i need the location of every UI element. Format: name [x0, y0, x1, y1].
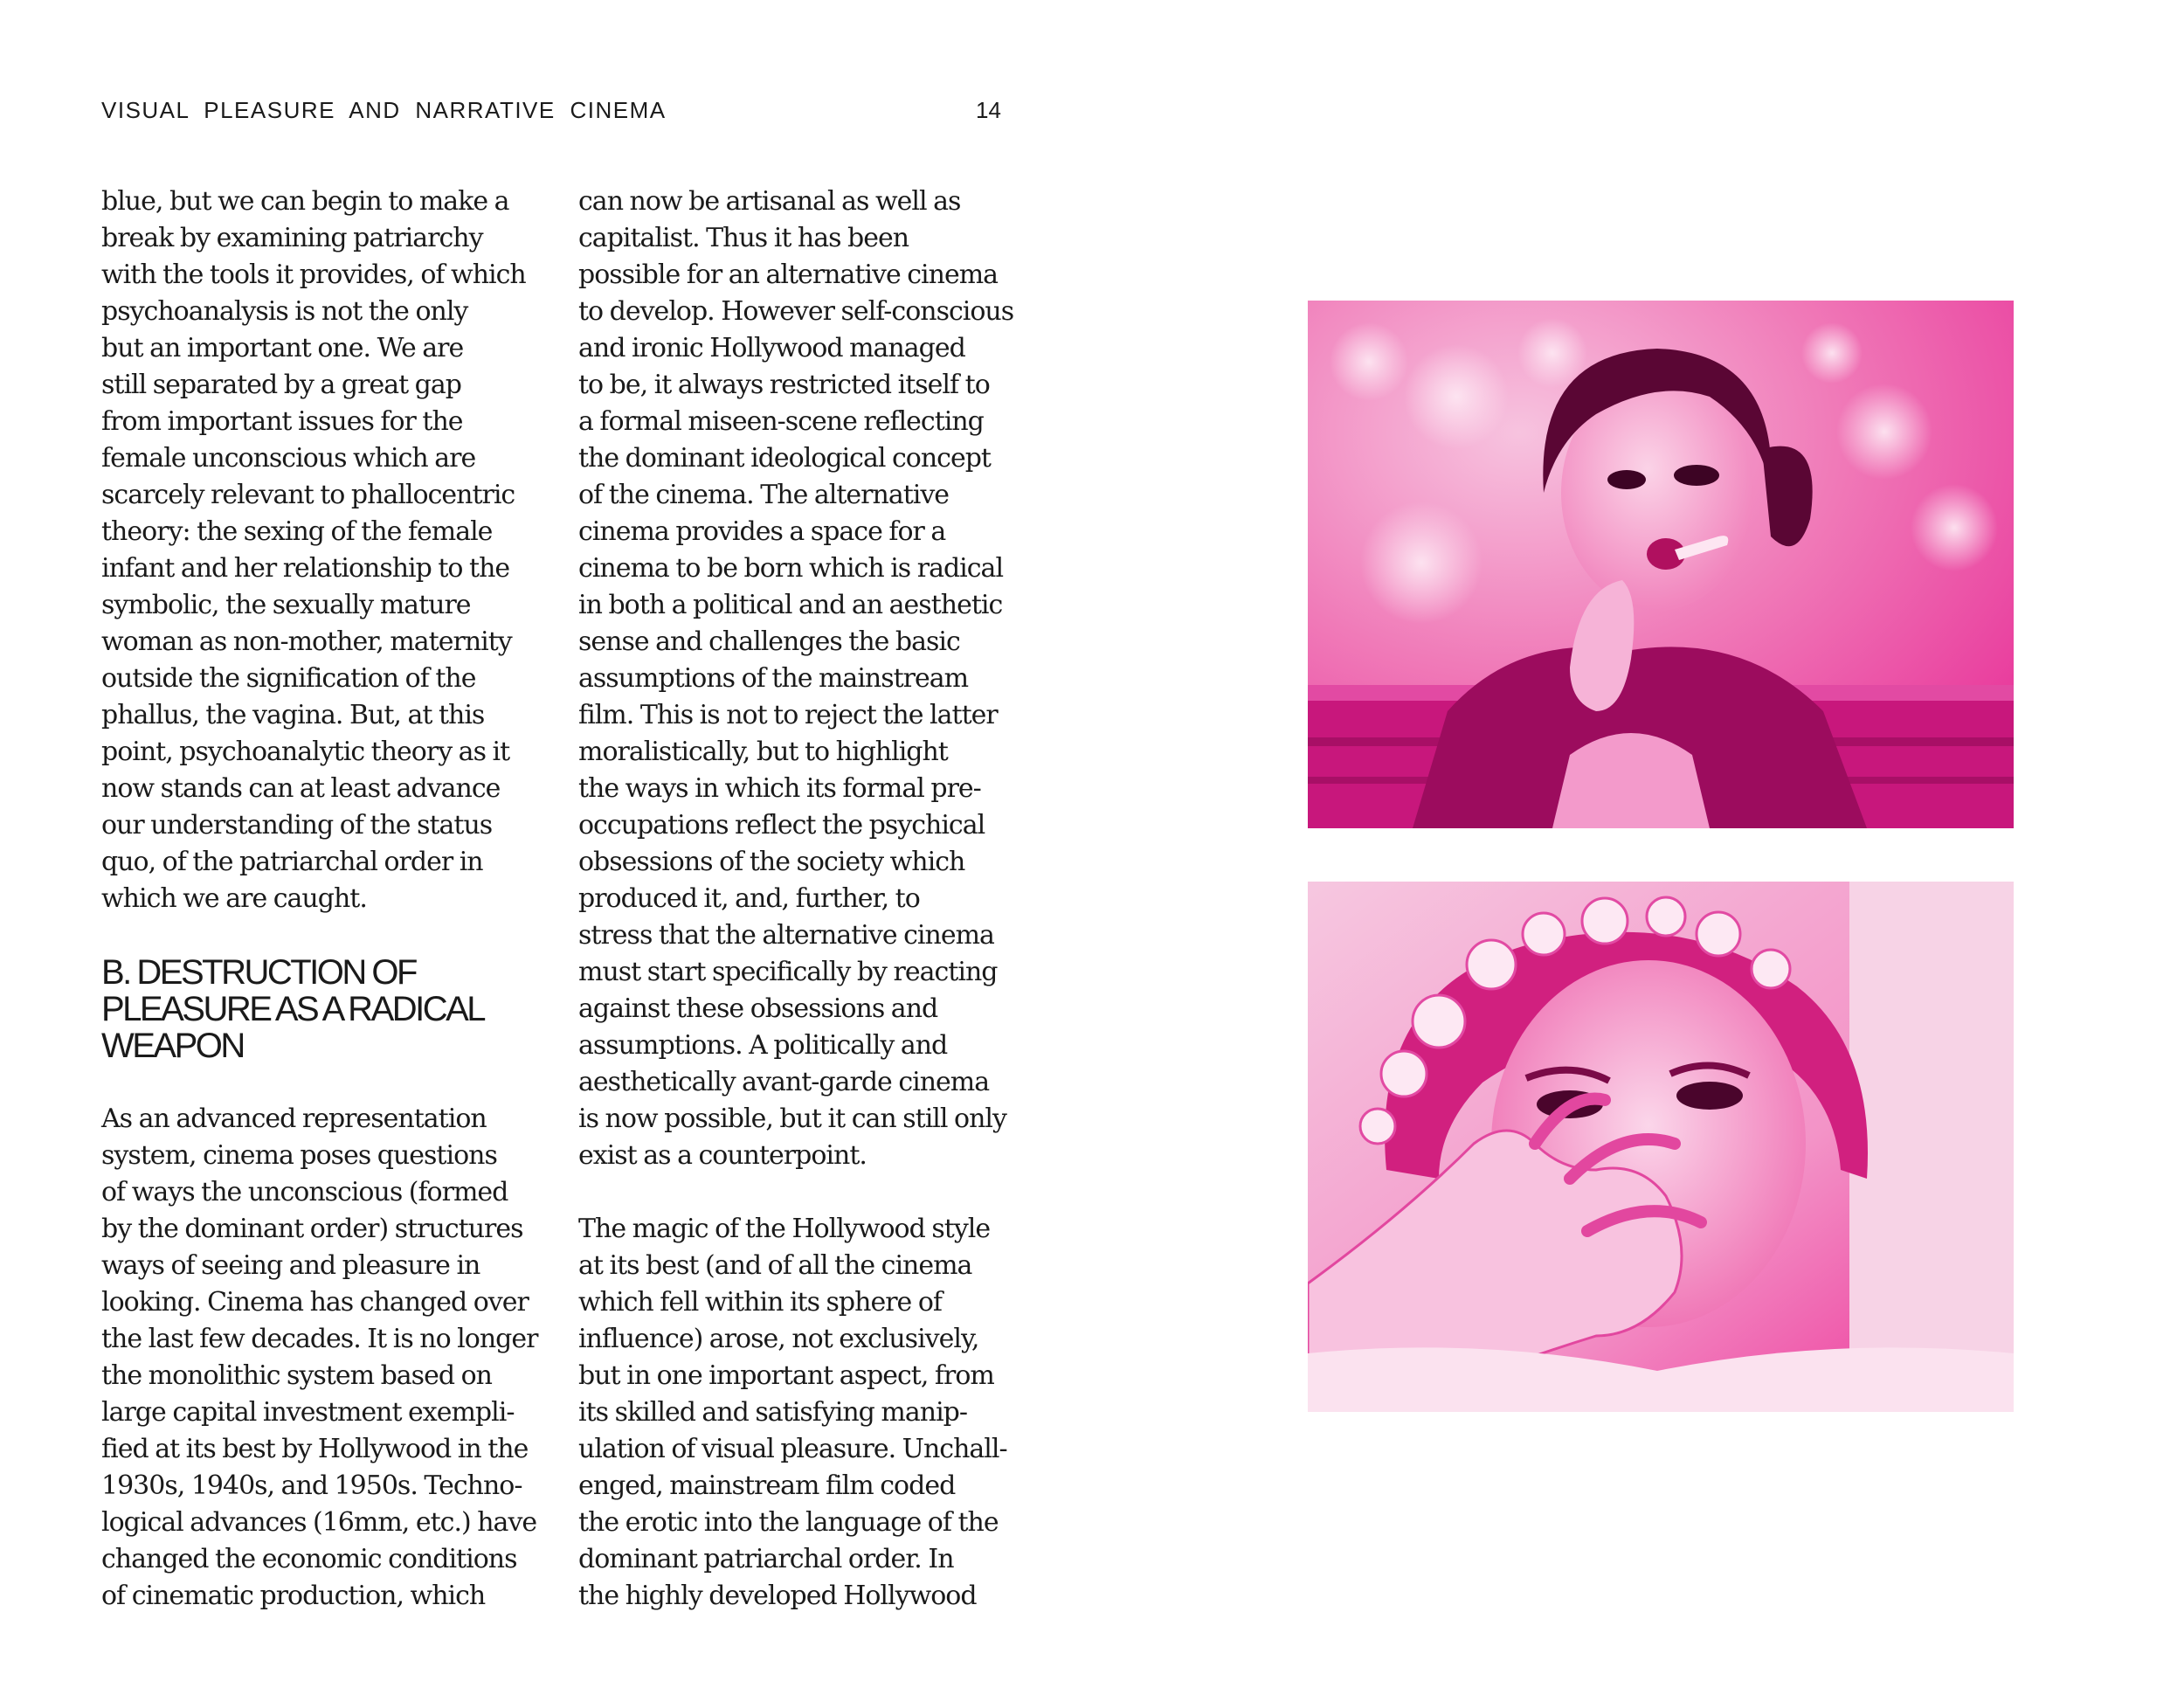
text-line: psychoanalysis is not the only	[101, 296, 468, 327]
text-line: produced it, and, further, to	[578, 883, 920, 914]
text-line: symbolic, the sexually mature	[101, 590, 471, 620]
text-line: infant and her relationship to the	[101, 553, 510, 584]
spacer	[578, 1174, 1033, 1211]
photo-woman-eating-image	[1308, 301, 2014, 828]
text-line: phallus, the vagina. But, at this	[101, 700, 485, 730]
text-line: the erotic into the language of the	[578, 1507, 999, 1538]
photo-woman-flower-crown	[1308, 882, 2014, 1412]
heading-line: PLEASURE AS A RADICAL	[101, 990, 485, 1028]
text-line: point, psychoanalytic theory as it	[101, 737, 510, 767]
text-line: logical advances (16mm, etc.) have	[101, 1507, 537, 1538]
text-column-right	[578, 183, 1033, 1615]
text-line: woman as non-mother, maternity	[101, 626, 512, 657]
text-line: dominant patriarchal order. In	[578, 1544, 954, 1574]
text-line: of the cinema. The alternative	[578, 480, 950, 510]
text-line: a formal miseen-scene reflecting	[578, 406, 984, 437]
text-line: still separated by a great gap	[101, 370, 461, 400]
text-line: blue, but we can begin to make a	[101, 186, 509, 217]
text-line: the highly developed Hollywood	[578, 1581, 977, 1611]
text-line: of ways the unconscious (formed	[101, 1177, 508, 1207]
text-line: the dominant ideological concept	[578, 443, 991, 474]
text-line: is now possible, but it can still only	[578, 1103, 1006, 1134]
text-line: moralistically, but to highlight	[578, 737, 948, 767]
photo-woman-eating	[1308, 301, 2014, 828]
text-line: scarcely relevant to phallocentric	[101, 480, 515, 510]
text-line: to develop. However self-conscious	[578, 296, 1014, 327]
text-line: to be, it always restricted itself to	[578, 370, 990, 400]
text-line: but an important one. We are	[101, 333, 464, 363]
heading-line: WEAPON	[101, 1027, 244, 1065]
text-line: break by examining patriarchy	[101, 223, 483, 253]
text-line: by the dominant order) structures	[101, 1214, 523, 1244]
text-line: assumptions. A politically and	[578, 1030, 948, 1061]
text-line: system, cinema poses questions	[101, 1140, 497, 1171]
text-line: must start specifically by reacting	[578, 957, 998, 987]
text-line: changed the economic conditions	[101, 1544, 517, 1574]
text-line: its skilled and satisfying manip-	[578, 1397, 968, 1428]
text-line: obsessions of the society which	[578, 847, 965, 877]
text-line: with the tools it provides, of which	[101, 259, 526, 290]
text-line: our understanding of the status	[101, 810, 493, 841]
text-line: and ironic Hollywood managed	[578, 333, 965, 363]
text-line: the last few decades. It is no longer	[101, 1324, 538, 1354]
text-line: cinema provides a space for a	[578, 516, 946, 547]
text-line: which fell within its sphere of	[578, 1287, 942, 1318]
text-line: against these obsessions and	[578, 993, 938, 1024]
text-line: capitalist. Thus it has been	[578, 223, 909, 253]
text-line: exist as a counterpoint.	[578, 1140, 867, 1171]
paragraph	[578, 1211, 1033, 1615]
text-line: fied at its best by Hollywood in the	[101, 1434, 529, 1464]
text-line: aesthetically avant-garde cinema	[578, 1067, 990, 1097]
text-line: theory: the sexing of the female	[101, 516, 493, 547]
text-column-left	[101, 183, 538, 1615]
text-line: assumptions of the mainstream	[578, 663, 969, 694]
text-line: outside the signification of the	[101, 663, 476, 694]
text-line: but in one important aspect, from	[578, 1360, 994, 1391]
text-line: ulation of visual pleasure. Unchall-	[578, 1434, 1007, 1464]
text-line: female unconscious which are	[101, 443, 476, 474]
text-line: at its best (and of all the cinema	[578, 1250, 972, 1281]
text-line: film. This is not to reject the latter	[578, 700, 998, 730]
spacer	[101, 917, 538, 954]
text-line: possible for an alternative cinema	[578, 259, 999, 290]
text-line: influence) arose, not exclusively,	[578, 1324, 979, 1354]
heading-line: B. DESTRUCTION OF	[101, 953, 416, 992]
text-line: now stands can at least advance	[101, 773, 501, 804]
text-line: the monolithic system based on	[101, 1360, 492, 1391]
paragraph	[578, 183, 1033, 1174]
text-line: As an advanced representation	[101, 1103, 487, 1134]
text-line: quo, of the patriarchal order in	[101, 847, 483, 877]
text-line: ways of seeing and pleasure in	[101, 1250, 480, 1281]
page-number: 14	[976, 97, 1001, 123]
text-line: The magic of the Hollywood style	[578, 1214, 991, 1244]
spacer	[101, 1064, 538, 1101]
text-line: can now be artisanal as well as	[578, 186, 961, 217]
text-line: which we are caught.	[101, 883, 367, 914]
text-line: stress that the alternative cinema	[578, 920, 994, 951]
text-line: 1930s, 1940s, and 1950s. Techno-	[101, 1470, 522, 1501]
text-line: looking. Cinema has changed over	[101, 1287, 529, 1318]
photo-woman-flower-crown-image	[1308, 882, 2014, 1412]
text-line: of cinematic production, which	[101, 1581, 486, 1611]
text-line: in both a political and an aesthetic	[578, 590, 1003, 620]
running-title: VISUAL PLEASURE AND NARRATIVE CINEMA	[101, 97, 667, 123]
section-heading	[101, 954, 538, 1064]
paragraph	[101, 1101, 538, 1615]
text-line: enged, mainstream film coded	[578, 1470, 956, 1501]
text-line: from important issues for the	[101, 406, 463, 437]
text-line: occupations reflect the psychical	[578, 810, 985, 841]
text-line: large capital investment exempli-	[101, 1397, 515, 1428]
text-line: the ways in which its formal pre-	[578, 773, 981, 804]
paragraph	[101, 183, 538, 917]
text-line: cinema to be born which is radical	[578, 553, 1004, 584]
text-line: sense and challenges the basic	[578, 626, 960, 657]
